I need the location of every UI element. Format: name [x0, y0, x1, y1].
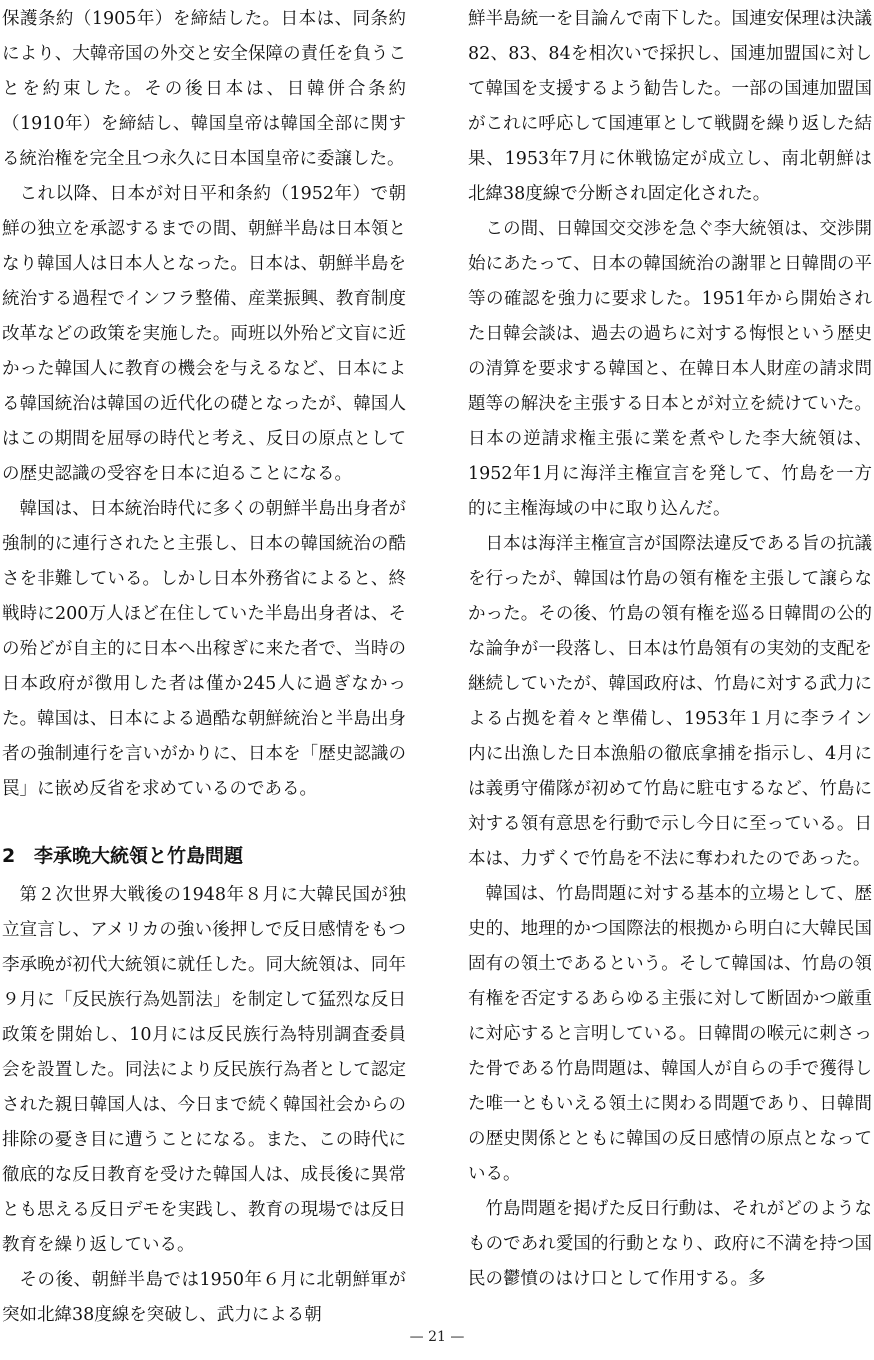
paragraph-rhee-presidency: 第２次世界大戦後の1948年８月に大韓民国が独立宣言し、アメリカの強い後押しで反日感情をもつ李承晩が初代大統領に就任した。同大統領は、同年９月に「反民族行為処罰法」を制定して猛烈な反日政策を開始し、10月には反民族行為特別調査委員会を設置した。同法により反民族行為者として認定された親日韓国人は、今日まで続く韓国社会からの排除の憂き目に遭うことになる。また、この時代に徹底的な反日教育を受けた韓国人は、成長後に異常とも思える反日デモを実践し、教育の現場では反日教育を繰り返している。 [2, 885, 406, 1255]
paragraph-takeshima-occupation: 日本は海洋主権宣言が国際法違反である旨の抗議を行ったが、韓国は竹島の領有権を主張して譲らなかった。その後、竹島の領有権を巡る日韓間の公的な論争が一段落し、日本は竹島領有の実効的支配を継続していたが、韓国政府は、竹島に対する武力による占拠を着々と準備し、1953年１月に李ライン内に出漁した日本漁船の徹底拿捕を指示し、4月には義勇守備隊が初めて竹島に駐屯するなど、竹島に対する領有意思を行動で示し今日に至っている。日本は、力ずくで竹島を不法に奪われたのであった。 [468, 534, 872, 869]
paragraph-forced-labor-claim: 韓国は、日本統治時代に多くの朝鮮半島出身者が強制的に連行されたと主張し、日本の韓国統治の酷さを非難している。しかし日本外務省によると、終戦時に200万人ほど在住していた半島出身者は、その殆どが自主的に日本へ出稼ぎに来た者で、当時の日本政府が徴用した者は僅か245人に過ぎなかった。韓国は、日本による過酷な朝鮮統治と半島出身者の強制連行を言いがかりに、日本を「歴史認識の罠」に嵌め反省を求めているのである。 [2, 499, 406, 799]
section-gap [2, 807, 406, 834]
paragraph-treaty: 保護条約（1905年）を締結した。日本は、同条約により、大韓帝国の外交と安全保障の責任を負うことを約束した。その後日本は、日韓併合条約（1910年）を締結し、韓国皇帝は韓国全部に関する統治権を完全且つ永久に日本国皇帝に委譲した。 [2, 9, 406, 169]
paragraph-anti-japan-action: 竹島問題を掲げた反日行動は、それがどのようなものであれ愛国的行動となり、政府に不満を持つ国民の鬱憤のはけ口として作用する。多 [468, 1199, 872, 1289]
paragraph-korea-position: 韓国は、竹島問題に対する基本的立場として、歴史的、地理的かつ国際法的根拠から明白に大韓民国固有の領土であるという。そして韓国は、竹島の領有権を否定するあらゆる主張に対して断固かつ厳重に対応すると言明している。日韓間の喉元に刺さった骨である竹島問題は、韓国人が自らの手で獲得した唯一ともいえる領土に関わる問題であり、日韓間の歴史関係とともに韓国の反日感情の原点となっている。 [468, 884, 872, 1184]
paragraph-korean-war-start: その後、朝鮮半島では1950年６月に北朝鮮軍が突如北緯38度線を突破し、武力による朝 [2, 1270, 406, 1325]
section-heading [2, 834, 406, 878]
page-number: — 21 — [409, 1329, 465, 1345]
left-column [2, 2, 406, 1333]
right-column [468, 2, 872, 1297]
section-number: 2 [2, 845, 16, 867]
section-title: 李承晩大統領と竹島問題 [34, 845, 244, 867]
paragraph-normalization-talks: この間、日韓国交交渉を急ぐ李大統領は、交渉開始にあたって、日本の韓国統治の謝罪と日韓間の平等の確認を強力に要求した。1951年から開始された日韓会談は、過去の過ちに対する悔恨という歴史の清算を要求する韓国と、在韓日本人財産の請求問題等の解決を主張する日本とが対立を続けていた。日本の逆請求権主張に業を煮やした李大統領は、1952年1月に海洋主権宣言を発して、竹島を一方的に主権海域の中に取り込んだ。 [468, 219, 872, 519]
paragraph-annexation-period: これ以降、日本が対日平和条約（1952年）で朝鮮の独立を承認するまでの間、朝鮮半島は日本領となり韓国人は日本人となった。日本は、朝鮮半島を統治する過程でインフラ整備、産業振興、教育制度改革などの政策を実施した。両班以外殆ど文盲に近かった韓国人に教育の機会を与えるなど、日本による韓国統治は韓国の近代化の礎となったが、韓国人はこの期間を屈辱の時代と考え、反日の原点としての歴史認識の受容を日本に迫ることになる。 [2, 184, 406, 484]
paragraph-korean-war-armistice: 鮮半島統一を目論んで南下した。国連安保理は決議82、83、84を相次いで採択し、国連加盟国に対して韓国を支援するよう勧告した。一部の国連加盟国がこれに呼応して国連軍として戦闘を繰り返した結果、1953年7月に休戦協定が成立し、南北朝鮮は北緯38度線で分断され固定化された。 [468, 9, 872, 204]
